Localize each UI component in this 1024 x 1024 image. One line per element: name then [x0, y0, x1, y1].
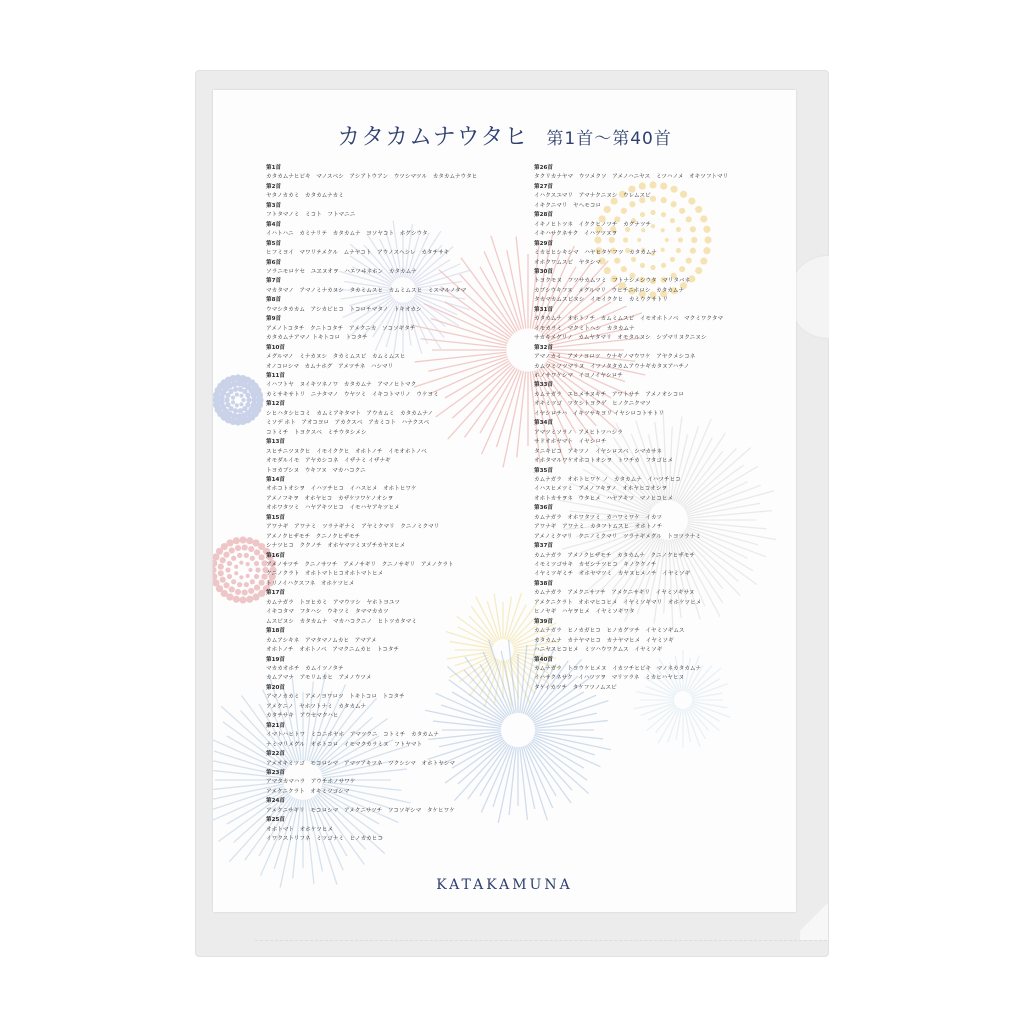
poem-block: [266, 684, 536, 722]
poem-line: アワナギ アワナミ カタフトムスヒ オホトノチ: [534, 524, 663, 531]
poem-block: [266, 277, 536, 296]
poem-line: イワクストリフネ ミツゴナミ ヒノカカヒコ: [266, 836, 383, 843]
poem-line: イハサクネサク イハツツヲ マリツラネ ミカヒハヤヒヌ: [534, 675, 685, 682]
poem-block: [534, 344, 796, 382]
poem-line: シヒハタシヒコミ カムミアキタマト アウカムミ カタカムナノ: [266, 410, 434, 417]
poem-number: 第31首: [534, 306, 553, 313]
poem-number: 第36首: [534, 505, 553, 512]
firework-dots-blue: [213, 374, 264, 425]
poem-line: カムアシキネ アマタマノムカヒ アマアメ: [266, 637, 377, 644]
poem-line: タケイカツチ タケフツノムスビ: [534, 684, 617, 691]
poem-number: 第34首: [534, 420, 553, 427]
poem-block: [266, 315, 536, 343]
poem-number: 第38首: [534, 580, 553, 587]
poem-block: [266, 221, 536, 240]
poem-line: カタカムナ カナヤマヒコ カナヤマヒメ イヤミソギ: [534, 637, 674, 644]
poem-block: [266, 344, 536, 372]
poem-block: [266, 259, 536, 278]
title-subtitle: 第1首〜第40首: [546, 129, 672, 149]
poem-line: イヤミツギミチ オホヤマツミ カヤヌヒメノチ イヤミソギ: [534, 571, 691, 578]
poem-number: 第35首: [534, 467, 553, 474]
folder-corner: [800, 895, 828, 940]
poem-line: オキミツゴ ツクシトヨクゲ ヒノクニクマソ: [534, 401, 651, 408]
poem-line: トヨカブシヌ ウキフヌ マカハコクニ: [266, 467, 366, 474]
poem-line: ミソデ ホト アオコヨロ アカクスベ アカミコト ハナクスベ: [266, 420, 430, 427]
poem-number: 第25首: [266, 817, 285, 824]
poem-number: 第28首: [534, 212, 553, 219]
poem-line: カタカムナヒビキ マノスベシ アシアトウアン ウツシマツル カタカムナウタヒ: [266, 174, 478, 181]
poem-line: カタカムナアマノ トキトコロ トコタチ: [266, 335, 368, 342]
poem-line: ミカヒヒシキシマ ハヤヒタケフツ カタカムナ: [534, 250, 657, 257]
poem-column-right: [534, 164, 796, 693]
poem-block: [266, 164, 536, 183]
poem-line: カブシウキフヌ メグルマリ ウヒチニホロシ カタカムナ: [534, 287, 684, 294]
poem-number: 第10首: [266, 344, 285, 351]
poem-line: サカキメグリノ カムヤタマリ オモタルヌシ シヅマリヌクニヌシ: [534, 335, 707, 342]
poem-block: [266, 296, 536, 315]
poem-line: ナミマリメグル オホトコロ イモマクカラミヌ フトヤマト: [266, 741, 423, 748]
poem-block: [266, 552, 536, 590]
poem-line: オホトノチ オホトノベ アマクニムカヒ トコタチ: [266, 647, 400, 654]
poem-line: カムツミツツマリヌ イツノタタカムアウナギカタヌアハチノ: [534, 363, 690, 370]
poem-line: イハフトヤ ヌイキツネノワ カタカムナ アマノヒトマク: [266, 382, 417, 389]
poem-line: オホトカサヲネ ウタヒメ ハヤアキツ マノヒコヒメ: [534, 495, 674, 502]
poem-line: アマノカミ アメノヨロツ ウナギノマウワケ アヤクメシコネ: [534, 354, 696, 361]
poem-column-left: [266, 164, 536, 845]
poem-number: 第37首: [534, 543, 553, 550]
poem-block: [534, 618, 796, 656]
poem-line: ウマシタカカム アシカビヒコ トコロチマタノ トキオカシ: [266, 306, 422, 313]
poem-line: ハニヤスヒコヒメ ミツハウワクムス イヤミソギ: [534, 647, 663, 654]
poem-line: オホクワムスビ ヤタシマ: [534, 259, 602, 266]
poem-line: メグルマノ ミナカヌシ タカミムスビ カムミムスヒ: [266, 354, 406, 361]
poem-block: [534, 240, 796, 268]
poem-line: カムナガラ エヒメサヌキチ アワトサチ アメノオシコロ: [534, 391, 684, 398]
poem-block: [534, 381, 796, 419]
poem-line: イハスヒメツミ アメノフキヲノ オホヤヒコオシヲ: [534, 486, 668, 493]
poem-number: 第29首: [534, 240, 553, 247]
poem-number: 第22首: [266, 751, 285, 758]
poem-line: イマトハヒトワ ミコニホヤホ アマツクニ コトミチ カタカムナ: [266, 732, 439, 739]
poem-block: [534, 656, 796, 694]
poem-block: [266, 372, 536, 400]
poem-line: アマタカマハラ アウチホノサワケ: [266, 779, 356, 786]
poem-line: カムナガラ アメノクヒザモチ カタカムナ クニノクヒザモチ: [534, 552, 695, 559]
poem-line: アメクニクラト オキミツゴシマ: [266, 788, 350, 795]
poem-line: タニキビコ アキツノ イヤシロスベ シマカサネ: [534, 448, 662, 455]
poem-line: オホタマルワケオホコトオシヲ トワチカ フタゴヒメ: [534, 458, 674, 465]
poem-block: [266, 816, 536, 844]
poem-block: [534, 306, 796, 344]
poem-block: [266, 240, 536, 259]
poem-number: 第12首: [266, 401, 285, 408]
poem-block: [534, 504, 796, 542]
poem-block: [266, 476, 536, 514]
poem-number: 第18首: [266, 628, 285, 635]
poem-line: フトタマノミ ミコト フトマニニ: [266, 212, 356, 219]
poem-block: [534, 542, 796, 580]
poem-line: イキハサクネサク イハツツヌヲ: [534, 231, 618, 238]
poem-line: ヒフミヨイ マワリテメクル ムナヤコト アウノスヘシレ カタチサキ: [266, 250, 450, 257]
poem-number: 第6首: [266, 259, 282, 266]
poem-line: カミサキサトリ ニナタマノ ウヤツミ イキコトマリノ ウケヨミ: [266, 391, 439, 398]
poem-line: アメノフキヲ オホヤヒコ カザケツワケノオシヲ: [266, 495, 394, 502]
poem-line: アメノミクマリ クニノミクマリ ツラナギメグル トヨツラナミ: [534, 533, 701, 540]
poem-number: 第21首: [266, 722, 285, 729]
poem-line: マカタマノ アマノミナカヌシ タカミムスヒ カムミムスヒ ミスマルノタマ: [266, 287, 467, 294]
poem-line: アワナギ アワナミ ツラナギナミ アヤミクマリ クニノミクマリ: [266, 524, 440, 531]
poem-line: オノコロシマ カムナホグ アメツチネ ハシマリ: [266, 363, 394, 370]
poem-number: 第8首: [266, 297, 282, 304]
poem-line: タクリカナヤマ ウツメクソ アメノハニヤス ミツハノメ オキツフトマリ: [534, 174, 729, 181]
poem-line: シナツヒコ ククノチ オホヤマツミヌヅチカヤヌヒメ: [266, 543, 406, 550]
poem-number: 第1首: [266, 165, 282, 171]
poem-line: カムナガラ アメクニサツチ アメクニサギリ イヤミソギサヌ: [534, 590, 695, 597]
poem-line: アメノサツチ クニノサツチ アメノサギリ クニノサギリ アメノクラト: [266, 562, 454, 569]
poem-line: イキクニマリ ヤヘモコロ: [534, 202, 602, 209]
poem-block: [266, 769, 536, 797]
poem-line: オホワタツミ ハヤアキツヒコ イモハヤアキツヒメ: [266, 505, 400, 512]
poem-number: 第32首: [534, 344, 553, 351]
poem-number: 第20首: [266, 684, 285, 691]
poem-line: イハトハニ カミナリテ カタカムナ ヨソヤコト ホグシウタ: [266, 231, 428, 238]
poem-line: アマノカカミ アメノヨワロツ トキトコロ トコタチ: [266, 694, 405, 701]
poem-block: [266, 514, 536, 552]
poem-number: 第4首: [266, 221, 282, 228]
poem-line: イハクスユマリ アマナクニヌシ ウレムスビ: [534, 193, 651, 200]
poem-number: 第15首: [266, 514, 285, 521]
poem-number: 第7首: [266, 278, 282, 285]
poem-line: アマツミソラノ アメヒトツハシラ: [534, 429, 623, 436]
poem-block: [266, 589, 536, 627]
poem-line: アメクニクラト オホマヒコヒメ イヤミソギマリ オホケツヒメ: [534, 599, 702, 606]
poem-line: タカマカムスビヌシ イモイククヒ カミウクサトリ: [534, 297, 668, 304]
poem-line: カムナガラ オホワタツミ カハワミワケ イカツ: [534, 514, 663, 521]
poem-number: 第16首: [266, 552, 285, 559]
poem-number: 第19首: [266, 656, 285, 663]
poem-number: 第27首: [534, 183, 553, 190]
poem-line: イモカラミ マクミトヘシ カタカムナ: [534, 325, 635, 332]
poem-line: カムナガラ オホトヒワケ ノ カタカムナ イハツチヒコ: [534, 476, 681, 483]
poem-block: [266, 400, 536, 438]
poem-number: 第30首: [534, 268, 553, 275]
folder-bottom-seam: [255, 940, 827, 949]
poem-line: ムスビヌシ カタカムナ マカハコクニノ ヒトツカタマミ: [266, 618, 417, 625]
poem-block: [534, 419, 796, 466]
page-title: [213, 118, 796, 151]
poem-block: [266, 438, 536, 476]
poem-line: ヒノヤギ ハヤヲヒメ イヤミソギワタ: [534, 609, 635, 616]
poem-number: 第2首: [266, 183, 282, 190]
poem-line: オモダルイモ アヤカシコネ イザナミ イザナギ: [266, 458, 391, 465]
poem-line: オホコトオシヲ イハツチヒコ イハスヒメ オホトヒワケ: [266, 486, 417, 493]
poem-block: [266, 656, 536, 684]
poem-number: 第40首: [534, 656, 553, 663]
poem-number: 第11首: [266, 372, 285, 379]
printed-sheet: [213, 90, 796, 912]
poem-line: オホトマト オホケツヒメ: [266, 826, 334, 833]
poem-number: 第3首: [266, 202, 282, 209]
poem-line: カムナガラ ヒノカガヒコ ヒノカグツチ イヤミソギムス: [534, 628, 685, 635]
poem-line: サドオホヤマト イヤシロチ: [534, 439, 607, 446]
poem-block: [534, 467, 796, 505]
poem-block: [266, 183, 536, 202]
poem-line: アメクニノ ヤホツトナミ カタカムナ: [266, 703, 367, 710]
poem-line: トリノイハクスフネ オホケツヒメ: [266, 580, 355, 587]
poem-line: コトミチ トヨクスベ ミチウタシメシ: [266, 429, 367, 436]
poem-line: ホノサワケシマ イヨノイヤシロチ: [534, 372, 623, 379]
poem-block: [266, 202, 536, 221]
poem-line: カムアマナ アモリムカヒ アメノウツメ: [266, 675, 372, 682]
poem-block: [266, 722, 536, 750]
poem-block: [534, 164, 796, 183]
footer-brand: KATAKAMUNA: [436, 877, 573, 893]
poem-number: 第13首: [266, 439, 285, 446]
poem-line: マカカオホチ カムイツノタテ: [266, 666, 344, 673]
poem-line: イヤシロチハ イキツサキヨリ イヤシロコトサトリ: [534, 410, 664, 417]
poem-line: イキコタマ フタハシ ウキツミ タママカカツ: [266, 609, 389, 616]
poem-line: アメノクヒザモチ クニノクヒザモチ: [266, 533, 361, 540]
poem-number: 第5首: [266, 240, 282, 247]
poem-block: [534, 268, 796, 306]
poem-line: クニノクラト オホトマトヒコオホトマトヒメ: [266, 571, 384, 578]
poem-number: 第24首: [266, 798, 285, 805]
poem-line: アメノトコタチ クニトコタチ アメクニカ ソコソギタチ: [266, 325, 416, 332]
poem-line: ソラニモロケセ ユヱヌオヲ ハエツヰネホン カタカムナ: [266, 268, 417, 275]
poem-number: 第17首: [266, 590, 285, 597]
title-main: カタカムナウタヒ: [337, 124, 529, 150]
poem-block: [534, 211, 796, 239]
poem-line: イモミツゴサキ カゼシナツヒコ キノククノチ: [534, 562, 657, 569]
poem-block: [266, 797, 536, 816]
poem-line: カムナガラ トヨウケヒメヌ イカツチヒビキ マノネカタカムナ: [534, 666, 701, 673]
poem-block: [266, 750, 536, 769]
poem-number: 第14首: [266, 476, 285, 483]
poem-line: イキノヒトツネ イククヒノツチ カグナツチ: [534, 221, 652, 228]
poem-number: 第23首: [266, 770, 285, 776]
poem-line: トヨクモヌ フツサカムツミ フトナシメシウタ マリタバネ: [534, 278, 691, 285]
poem-line: アメオキミツゴ モコロシマ アマツアキツネ ツクシシマ オホトヤシマ: [266, 760, 455, 767]
poem-block: [534, 183, 796, 211]
poem-block: [534, 580, 796, 618]
poem-line: カタカムナ オホトノチ カムミムスビ イモオホトノベ マクミワクタマ: [534, 316, 724, 323]
poem-block: [266, 627, 536, 655]
poem-line: スヒチニツヌクヒ イモイククヒ オホトノチ イモオホトノベ: [266, 448, 427, 455]
poem-number: 第39首: [534, 618, 553, 625]
poem-line: カムナガラ トヨヒカミ アマウツシ ヤホトヨユツ: [266, 599, 401, 606]
poem-number: 第9首: [266, 316, 282, 323]
poem-line: アメクニサギリ モコロシマ アメクニサツチ ソコソギシマ タケヒワケ: [266, 807, 455, 814]
poem-number: 第26首: [534, 165, 553, 171]
poem-number: 第33首: [534, 382, 553, 389]
poem-line: ヤタノカカミ カタカムナカミ: [266, 193, 344, 200]
poem-line: カタチサキ アウセマクハヒ: [266, 713, 339, 720]
